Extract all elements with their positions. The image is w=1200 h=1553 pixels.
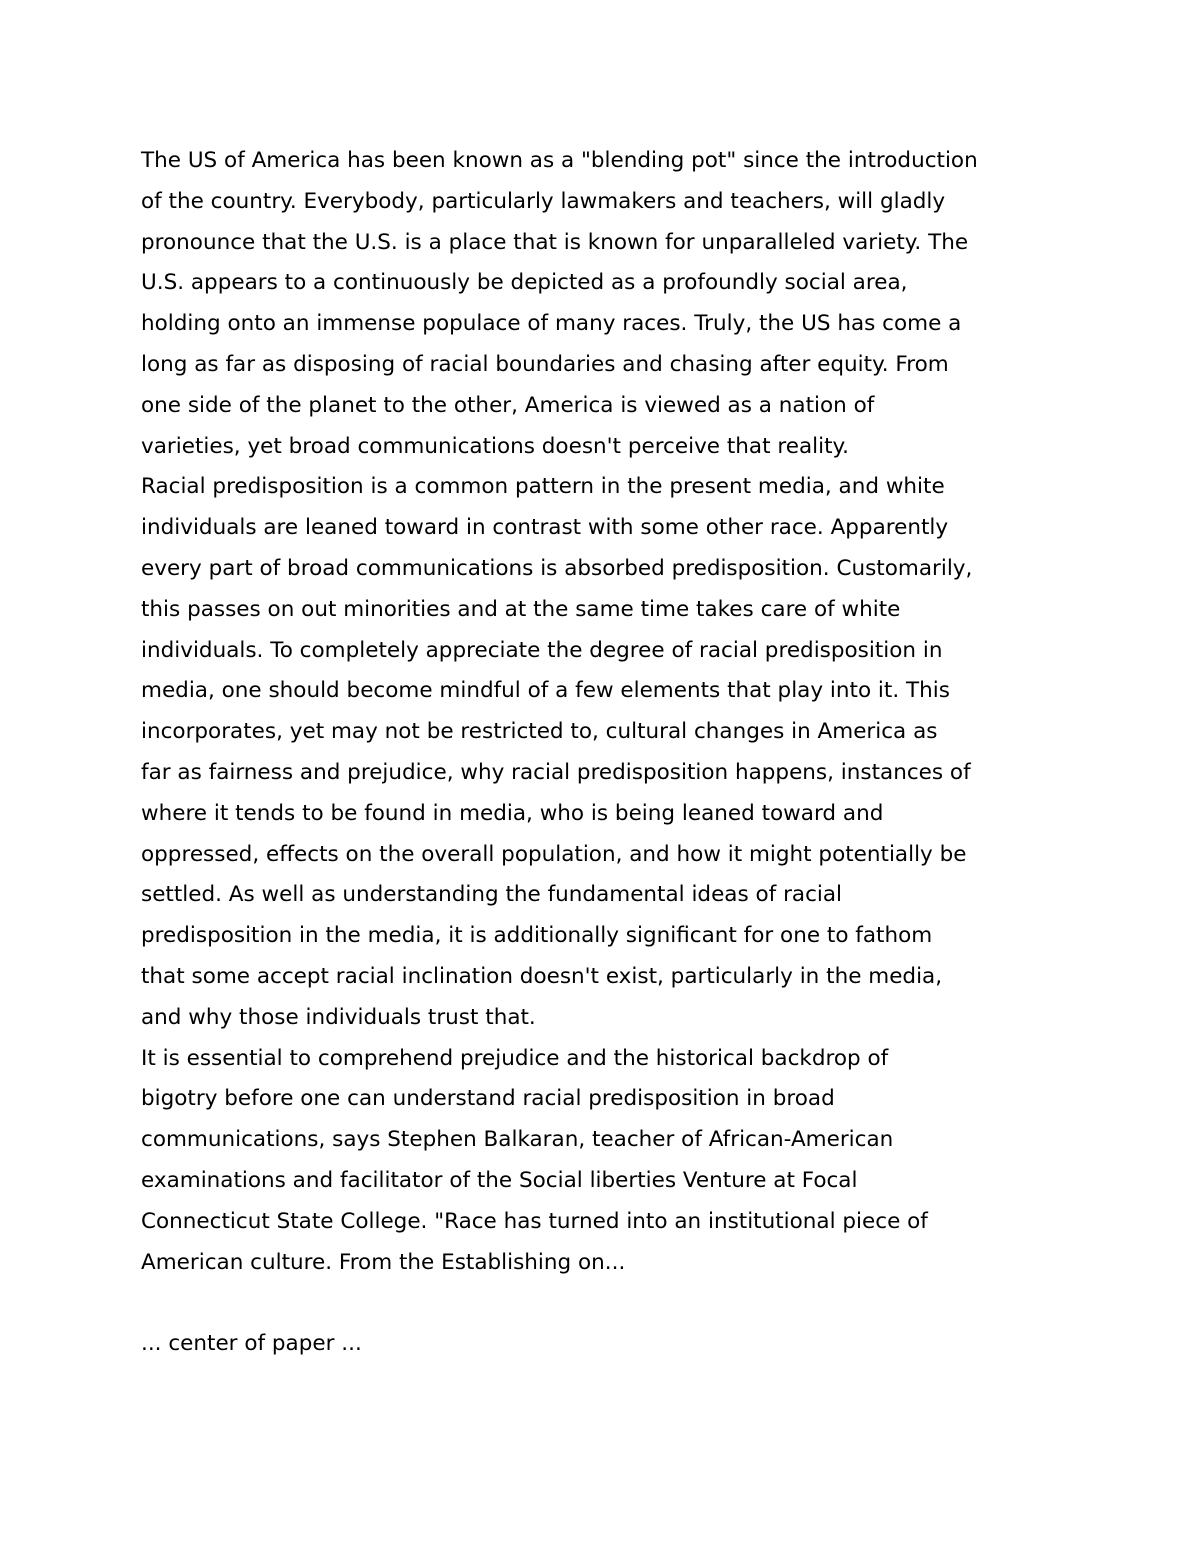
text-line: individuals. To completely appreciate the degree of racial predisposition in [141, 637, 943, 663]
document-body [141, 141, 1071, 1283]
text-line: bigotry before one can understand racial predisposition in broad [141, 1086, 835, 1112]
text-line: varieties, yet broad communications doesn't perceive that reality. [141, 433, 849, 459]
text-line: American culture. From the Establishing on... [141, 1249, 626, 1275]
text-line: of the country. Everybody, particularly lawmakers and teachers, will gladly [141, 188, 946, 214]
text-line: one side of the planet to the other, America is viewed as a nation of [141, 392, 875, 418]
text-line: every part of broad communications is absorbed predisposition. Customarily, [141, 555, 973, 581]
text-line: Racial predisposition is a common pattern in the present media, and white [141, 474, 945, 500]
text-line: settled. As well as understanding the fundamental ideas of racial [141, 882, 843, 908]
text-line: predisposition in the media, it is additionally significant for one to fathom [141, 923, 933, 949]
text-line: far as fairness and prejudice, why racial predisposition happens, instances of [141, 759, 971, 785]
text-line: incorporates, yet may not be restricted to, cultural changes in America as [141, 719, 938, 745]
text-line: this passes on out minorities and at the same time takes care of white [141, 596, 901, 622]
text-line: communications, says Stephen Balkaran, teacher of African-American [141, 1127, 894, 1153]
text-line: where it tends to be found in media, who is being leaned toward and [141, 800, 884, 826]
text-line: Connecticut State College. "Race has turned into an institutional piece of [141, 1208, 928, 1234]
text-line: and why those individuals trust that. [141, 1004, 536, 1030]
text-line: oppressed, effects on the overall population, and how it might potentially be [141, 841, 967, 867]
text-line: long as far as disposing of racial boundaries and chasing after equity. From [141, 351, 949, 377]
text-line: U.S. appears to a continuously be depicted as a profoundly social area, [141, 270, 908, 296]
text-line: It is essential to comprehend prejudice and the historical backdrop of [141, 1045, 889, 1071]
text-line: holding onto an immense populace of many races. Truly, the US has come a [141, 311, 962, 337]
truncation-note: ... center of paper ... [141, 1331, 362, 1356]
text-line: that some accept racial inclination doesn't exist, particularly in the media, [141, 963, 943, 989]
text-line: pronounce that the U.S. is a place that is known for unparalleled variety. The [141, 229, 969, 255]
text-line: individuals are leaned toward in contrast with some other race. Apparently [141, 515, 949, 541]
text-line: The US of America has been known as a "blending pot" since the introduction [141, 148, 978, 173]
text-line: media, one should become mindful of a few elements that play into it. This [141, 678, 950, 704]
text-line: examinations and facilitator of the Social liberties Venture at Focal [141, 1167, 858, 1193]
